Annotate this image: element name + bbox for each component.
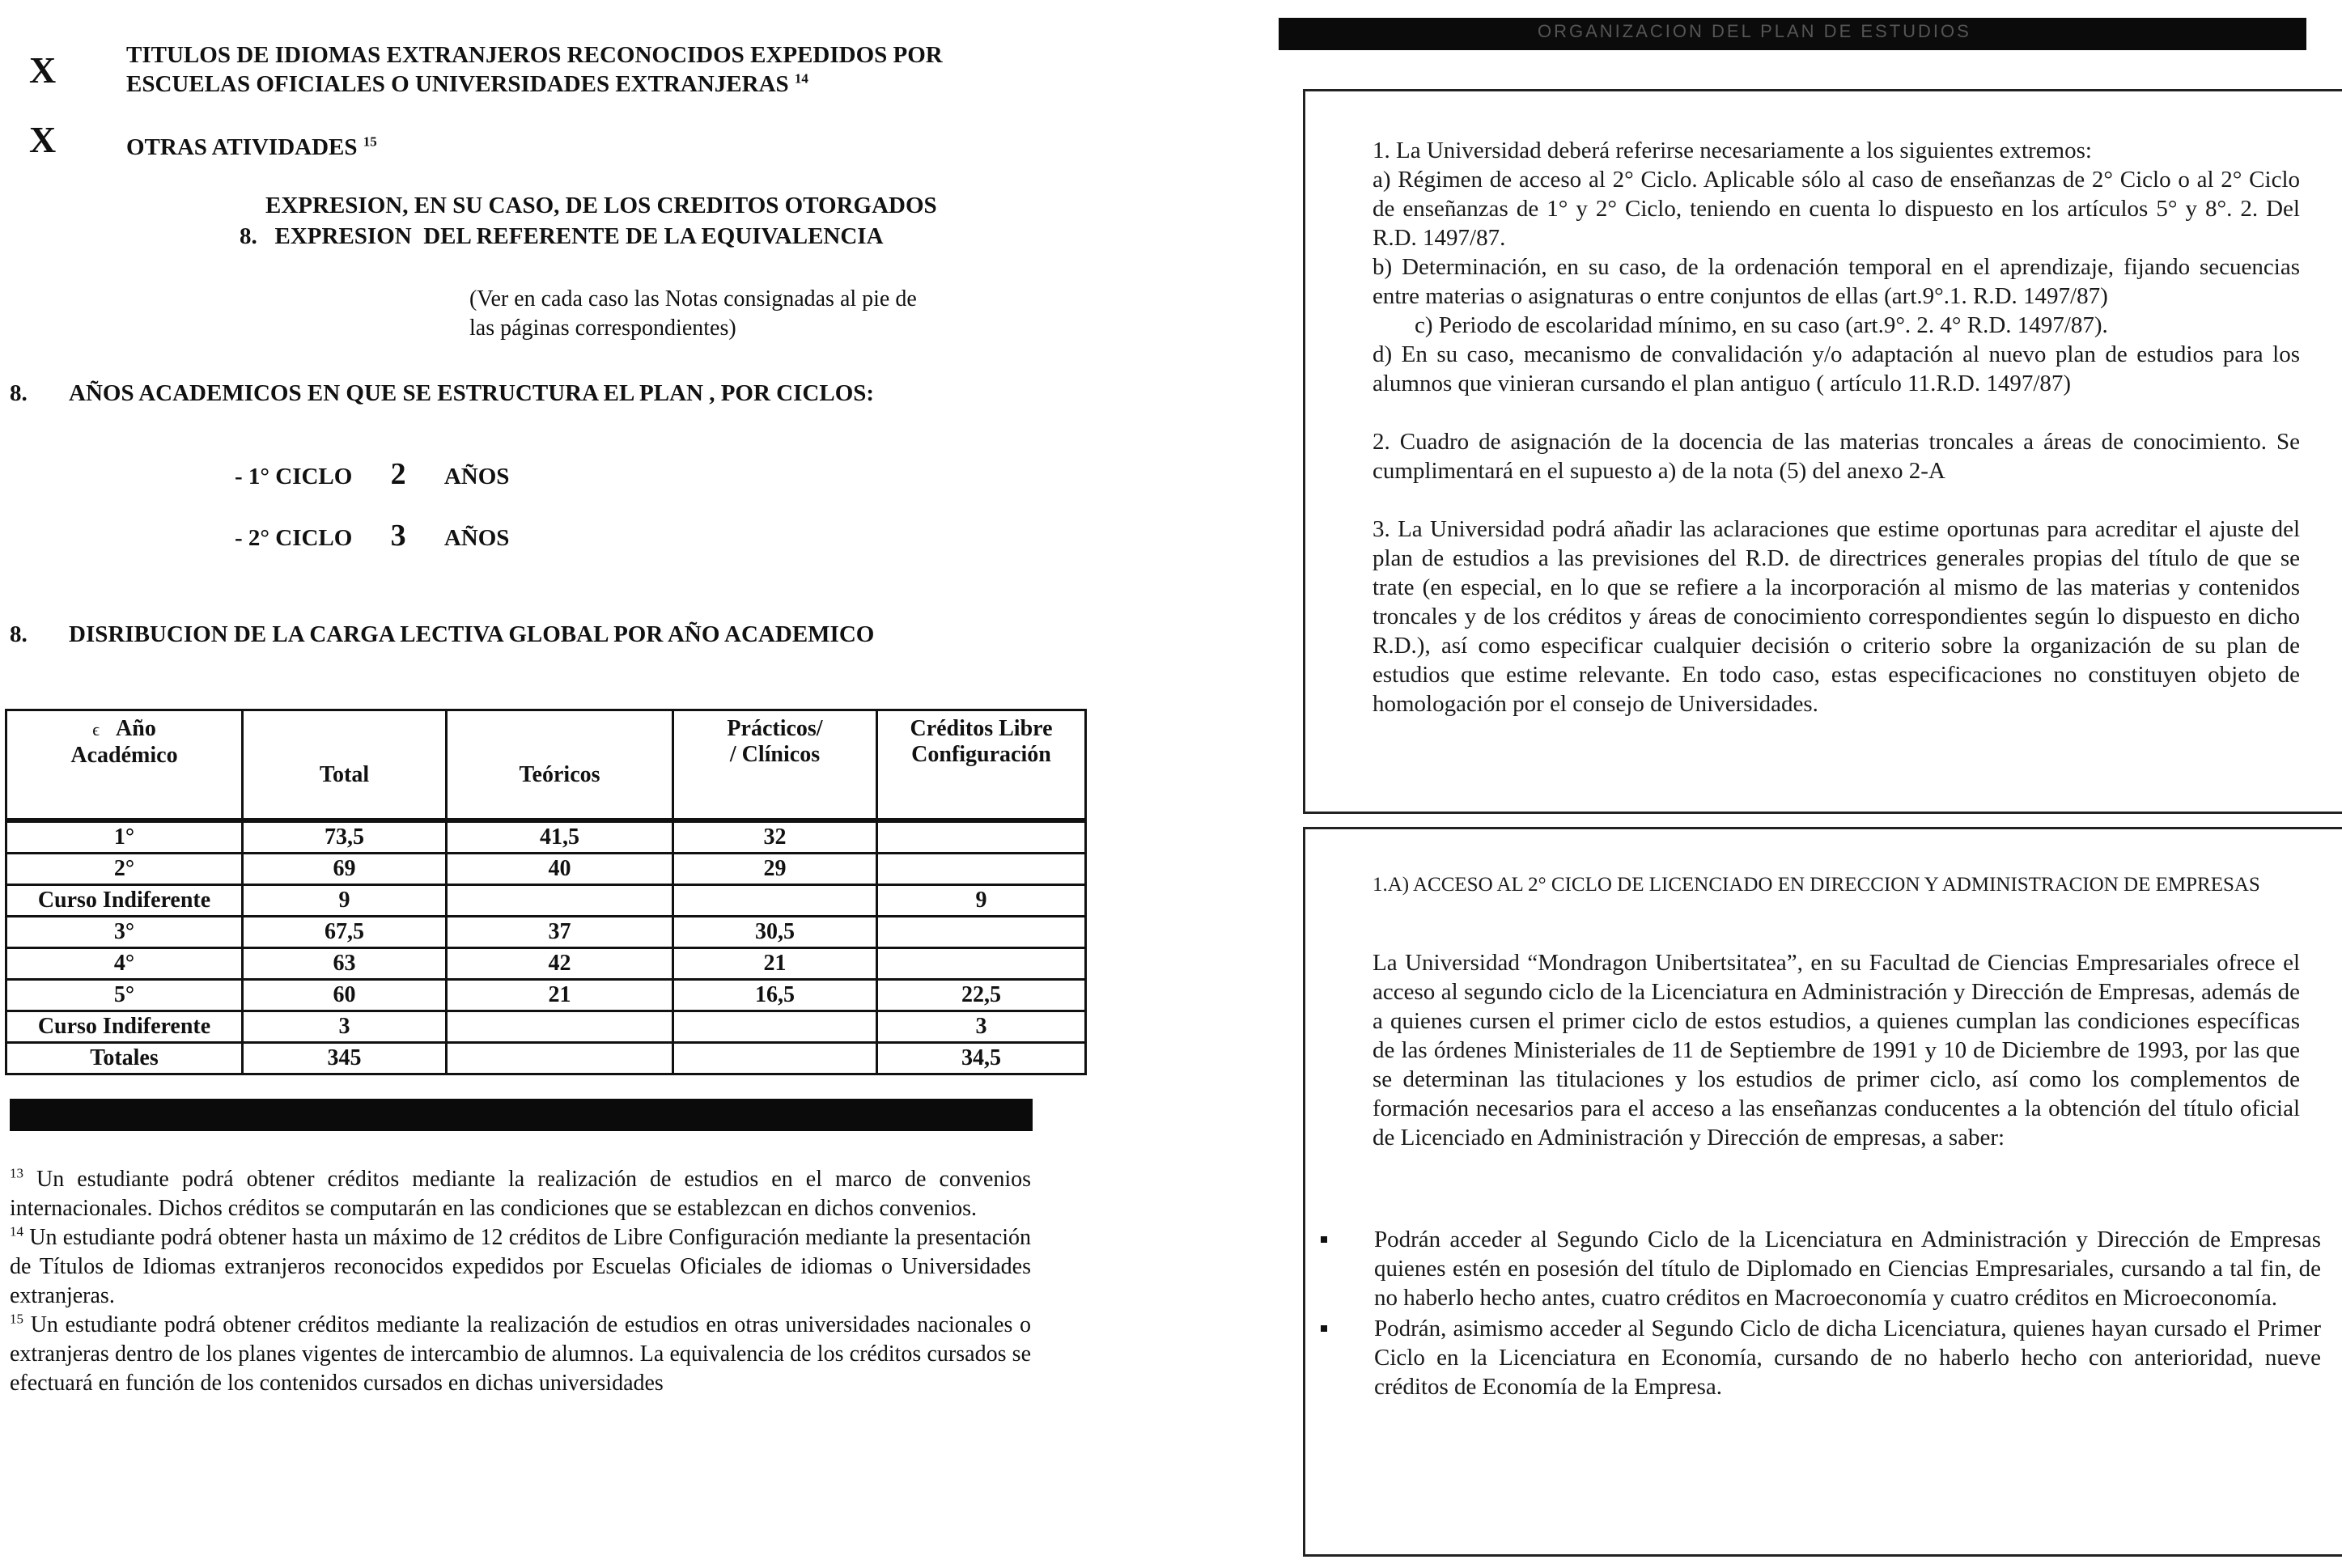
header-ano-line1 — [11, 716, 238, 743]
ver-notas-line2: las páginas correspondientes) — [469, 316, 736, 341]
footnote-text: Un estudiante podrá obtener hasta un máximo de 12 créditos de Libre Configuración mediante la presentación de Títulos de Idiomas extranjeros reconocidos expedidos por Escuelas Oficiales de idiomas o Universidades extranjeras. — [10, 1225, 1032, 1308]
instructions-p1-b: b) Determinación, en su caso, de la ordenación temporal en el aprendizaje, fijando secuencias entre materias o asignaturas o entre conjuntos de ellas (art.9°.1. R.D. 1497/87) — [1373, 254, 2300, 309]
list-item — [1309, 1314, 2321, 1401]
footnotes — [10, 1165, 1031, 1398]
section-anos-academicos — [10, 379, 874, 408]
bullet-icon — [1321, 1325, 1327, 1332]
list-item-text: Podrán, asimismo acceder al Segundo Ciclo de dicha Licenciatura, quienes hayan cursado el Primer Ciclo en la Licenciatura en Economía, cursando de no haberlo hecho con anterioridad, nueve créditos de Economía de la Empresa. — [1374, 1316, 2321, 1400]
cell-practicos — [673, 1043, 877, 1074]
instructions-p1-c: c) Periodo de escolaridad mínimo, en su caso (art.9°. 2. 4° R.D. 1497/87). — [1415, 312, 2108, 338]
cell-ano: 5° — [6, 980, 243, 1011]
checkbox-mark-idiomas: X — [29, 49, 57, 91]
bullet-icon — [1321, 1236, 1327, 1243]
item-idiomas-text — [126, 40, 943, 99]
title-bar-faint-text: ORGANIZACION DEL PLAN DE ESTUDIOS — [1538, 21, 1971, 41]
ciclo-years: 2 — [390, 457, 406, 491]
header-total: Total — [243, 710, 447, 821]
cell-libre: 3 — [877, 1011, 1086, 1043]
header-ano-line2: Académico — [70, 743, 178, 768]
ciclo-years: 3 — [390, 519, 406, 553]
spacer — [1373, 398, 2300, 427]
cell-teoricos: 40 — [447, 854, 673, 885]
table-row-totals — [6, 1043, 1086, 1074]
ver-notas-line1: (Ver en cada caso las Notas consignadas al pie de — [469, 286, 917, 311]
acceso-body: La Universidad “Mondragon Unibertsitatea”, en su Facultad de Ciencias Empresariales ofrece el acceso al segundo ciclo de la Licenciatura en Administración y Dirección de Empresas, además de a quienes cursen el primer ciclo de estos estudios, a quienes cumplan las condiciones específicas de las órdenes Ministeriales de 11 de Septiembre de 1991 y 10 de Diciembre de 1993, por las que se determinan las titulaciones y los estudios de primer ciclo, así como los complementos de formación necesarios para el acceso a las enseñanzas conducentes a la obtención del título oficial de Licenciado en Administración y Dirección de empresas, a saber: — [1373, 950, 2300, 1151]
footnote-marker: 15 — [10, 1311, 23, 1327]
cell-teoricos: 21 — [447, 980, 673, 1011]
table-row — [6, 948, 1086, 980]
footnote-ref-15: 15 — [363, 133, 377, 150]
cell-total: 9 — [243, 885, 447, 917]
section-number: 8. — [10, 380, 28, 406]
cell-practicos: 16,5 — [673, 980, 877, 1011]
redacted-bar-left — [10, 1099, 1033, 1131]
cell-ano: Totales — [6, 1043, 243, 1074]
list-item-text: Podrán acceder al Segundo Ciclo de la Licenciatura en Administración y Dirección de Empresas quienes estén en posesión del título de Diplomado en Ciencias Empresariales, cursando a tal fin, de no haberlo hecho antes, cuatro créditos en Macroeconomía y cuatro créditos en Microeconomía. — [1374, 1227, 2321, 1311]
cell-practicos — [673, 885, 877, 917]
acceso-box — [1303, 827, 2342, 1557]
table-row — [6, 1011, 1086, 1043]
list-item — [1309, 1225, 2321, 1312]
expresion-line2: 8. EXPRESION DEL REFERENTE DE LA EQUIVALENCIA — [240, 223, 884, 249]
ciclo-unit: AÑOS — [443, 525, 510, 551]
item-otras-text — [126, 133, 377, 162]
header-ano-academico — [6, 710, 243, 821]
cell-libre: 9 — [877, 885, 1086, 917]
table-row — [6, 917, 1086, 948]
cell-ano: Curso Indiferente — [6, 1011, 243, 1043]
cell-practicos: 29 — [673, 854, 877, 885]
section-title: AÑOS ACADEMICOS EN QUE SE ESTRUCTURA EL PLAN , POR CICLOS: — [69, 380, 875, 406]
cell-total: 60 — [243, 980, 447, 1011]
cell-teoricos — [447, 885, 673, 917]
header-practicos — [673, 710, 877, 821]
footnote-marker: 14 — [10, 1223, 23, 1240]
instructions-p1-intro: 1. La Universidad deberá referirse necesariamente a los siguientes extremos: — [1373, 138, 2092, 163]
footnote-text: Un estudiante podrá obtener créditos mediante la realización de estudios en el marco de convenios internacionales. Dichos créditos se computarán en las condiciones que se establezcan en dichos convenios. — [10, 1167, 1032, 1221]
cell-libre — [877, 948, 1086, 980]
ciclo-unit: AÑOS — [443, 464, 510, 489]
footnote-15 — [10, 1311, 1031, 1398]
expresion-line1: EXPRESION, EN SU CASO, DE LOS CREDITOS OTORGADOS — [265, 193, 937, 218]
header-libre-configuracion — [877, 710, 1086, 821]
cell-teoricos: 42 — [447, 948, 673, 980]
cell-ano: 4° — [6, 948, 243, 980]
footnote-14 — [10, 1223, 1031, 1311]
cell-practicos: 30,5 — [673, 917, 877, 948]
instructions-p2: 2. Cuadro de asignación de la docencia de las materias troncales a áreas de conocimiento. Se cumplimentará en el supuesto a) de la nota (5) del anexo 2-A — [1373, 429, 2300, 484]
table-header-row — [6, 710, 1086, 821]
stray-mark: ϵ — [92, 719, 100, 740]
cell-practicos: 21 — [673, 948, 877, 980]
cell-practicos — [673, 1011, 877, 1043]
footnote-marker: 13 — [10, 1165, 23, 1181]
carga-lectiva-table — [5, 709, 1087, 1075]
item-idiomas-line2: ESCUELAS OFICIALES O UNIVERSIDADES EXTRANJERAS — [126, 71, 789, 97]
ver-notas-note — [469, 285, 917, 343]
cell-ano: Curso Indiferente — [6, 885, 243, 917]
acceso-title: 1.A) ACCESO AL 2° CICLO DE LICENCIADO EN DIRECCION Y ADMINISTRACION DE EMPRESAS — [1373, 874, 2260, 896]
cell-libre — [877, 820, 1086, 854]
cell-total: 67,5 — [243, 917, 447, 948]
cell-libre: 34,5 — [877, 1043, 1086, 1074]
cell-libre: 22,5 — [877, 980, 1086, 1011]
item-idiomas-line1: TITULOS DE IDIOMAS EXTRANJEROS RECONOCIDOS EXPEDIDOS POR — [126, 42, 943, 68]
cell-libre — [877, 854, 1086, 885]
cell-total: 3 — [243, 1011, 447, 1043]
section-carga-lectiva — [10, 620, 874, 649]
footnote-text: Un estudiante podrá obtener créditos mediante la realización de estudios en otras universidades nacionales o extranjeras dentro de los planes vigentes de intercambio de alumnos. La equivalencia de los créditos cursados se efectuará en función de los contenidos cursados en dichas universidades — [10, 1312, 1032, 1396]
cell-teoricos — [447, 1043, 673, 1074]
footnote-ref-14: 14 — [794, 70, 808, 87]
header-ano-label: Año — [116, 716, 156, 741]
cell-total: 69 — [243, 854, 447, 885]
acceso-bullets — [1309, 1225, 2321, 1403]
cell-total: 63 — [243, 948, 447, 980]
cell-teoricos: 37 — [447, 917, 673, 948]
table-row — [6, 854, 1086, 885]
instructions-p1-d: d) En su caso, mecanismo de convalidación y/o adaptación al nuevo plan de estudios para los alumnos que vinieran cursando el plan antiguo ( artículo 11.R.D. 1497/87) — [1373, 341, 2300, 396]
ciclo-row — [235, 518, 509, 553]
header-teoricos: Teóricos — [447, 710, 673, 821]
header-libre-line1: Créditos Libre — [910, 716, 1053, 741]
instructions-p1-a: a) Régimen de acceso al 2° Ciclo. Aplicable sólo al caso de enseñanzas de 2° Ciclo o al 2° Ciclo de enseñanzas de 1° y 2° Ciclo, teniendo en cuenta lo dispuesto en los artículos 5° y 8°. 2. Del R.D. 1497/87. — [1373, 167, 2300, 251]
header-practicos-line2: / Clínicos — [729, 742, 821, 767]
table-row — [6, 885, 1086, 917]
item-idiomas-line2-wrap — [126, 70, 943, 99]
header-libre-line2: Configuración — [911, 742, 1051, 767]
ciclo-label: - 1° CICLO — [235, 464, 353, 489]
cell-practicos: 32 — [673, 820, 877, 854]
cell-total: 345 — [243, 1043, 447, 1074]
table-row — [6, 980, 1086, 1011]
cell-teoricos: 41,5 — [447, 820, 673, 854]
cell-libre — [877, 917, 1086, 948]
cell-ano: 2° — [6, 854, 243, 885]
cell-ano: 3° — [6, 917, 243, 948]
header-practicos-line1: Prácticos/ — [727, 716, 823, 741]
section-number: 8. — [10, 621, 28, 647]
cell-teoricos — [447, 1011, 673, 1043]
spacer — [1373, 485, 2300, 515]
checkbox-mark-otras: X — [29, 119, 57, 160]
ciclo-label: - 2° CICLO — [235, 525, 353, 551]
footnote-13 — [10, 1165, 1031, 1223]
ciclo-row — [235, 456, 509, 492]
instructions-p3: 3. La Universidad podrá añadir las aclaraciones que estime oportunas para acreditar el ajuste del plan de estudios a las previsiones del R.D. de directrices generales propias del título de que se trate (en especial, en lo que se refiere a la incorporación al mismo de las materias y contenidos troncales y de los créditos y áreas de conocimiento correspondientes según lo dispuesto en dicho R.D.), así como especificar cualquier decisión o criterio sobre la organización de su plan de estudios que estime relevante. En todo caso, estas especificaciones no constituyen objeto de homologación por el consejo de Universidades. — [1373, 516, 2300, 717]
section-title: DISRIBUCION DE LA CARGA LECTIVA GLOBAL POR AÑO ACADEMICO — [69, 621, 875, 647]
cell-ano: 1° — [6, 820, 243, 854]
instructions-text — [1373, 136, 2300, 718]
item-otras-label: OTRAS ATIVIDADES — [126, 134, 358, 160]
table-row — [6, 820, 1086, 854]
cell-total: 73,5 — [243, 820, 447, 854]
